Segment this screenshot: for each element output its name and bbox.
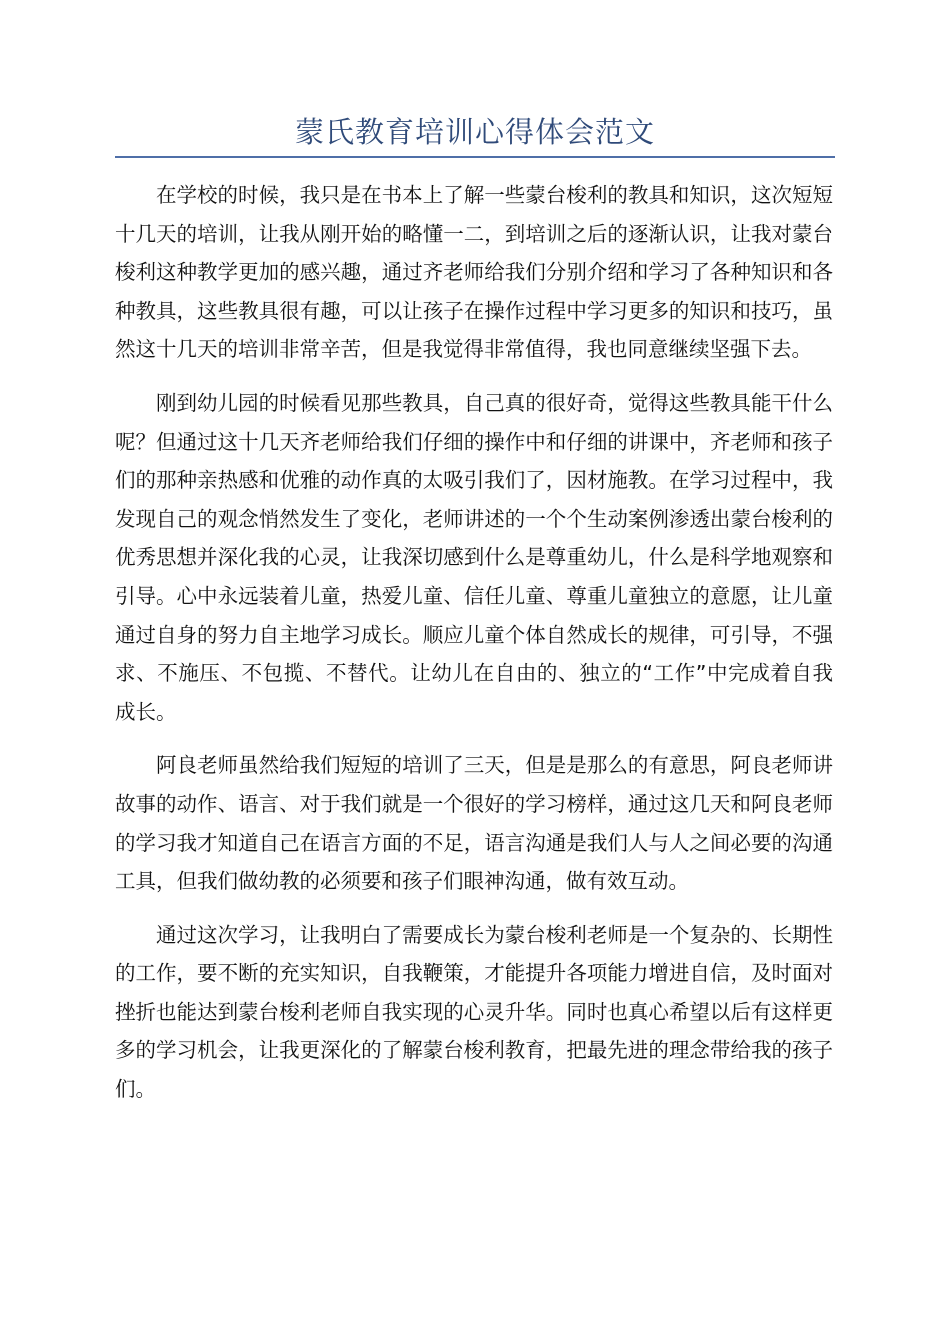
title-block — [115, 112, 835, 158]
paragraph-2: 刚到幼儿园的时候看见那些教具，自己真的很好奇，觉得这些教具能干什么呢？但通过这十几天齐老师给我们仔细的操作中和仔细的讲课中，齐老师和孩子们的那种亲热感和优雅的动作真的太吸引我们了，因材施教。在学习过程中，我发现自己的观念悄然发生了变化，老师讲述的一个个生动案例渗透出蒙台梭利的优秀思想并深化我的心灵，让我深切感到什么是尊重幼儿，什么是科学地观察和引导。心中永远装着儿童，热爱儿童、信任儿童、尊重儿童独立的意愿，让儿童通过自身的努力自主地学习成长。顺应儿童个体自然成长的规律，可引导，不强求、不施压、不包揽、不替代。让幼儿在自由的、独立的“工作”中完成着自我成长。 — [115, 390, 833, 724]
paragraph-1: 在学校的时候，我只是在书本上了解一些蒙台梭利的教具和知识，这次短短十几天的培训，让我从刚开始的略懂一二，到培训之后的逐渐认识，让我对蒙台梭利这种教学更加的感兴趣，通过齐老师给我们分别介绍和学习了各种知识和各种教具，这些教具很有趣，可以让孩子在操作过程中学习更多的知识和技巧，虽然这十几天的培训非常辛苦，但是我觉得非常值得，我也同意继续坚强下去。 — [115, 183, 833, 362]
document-body — [115, 176, 833, 1124]
document-title: 蒙氏教育培训心得体会范文 — [294, 115, 655, 149]
paragraph-3: 阿良老师虽然给我们短短的培训了三天，但是是那么的有意思，阿良老师讲故事的动作、语言、对于我们就是一个很好的学习榜样，通过这几天和阿良老师的学习我才知道自己在语言方面的不足，语言沟通是我们人与人之间必要的沟通工具，但我们做幼教的必须要和孩子们眼神沟通，做有效互动。 — [115, 753, 833, 894]
paragraph-4: 通过这次学习，让我明白了需要成长为蒙台梭利老师是一个复杂的、长期性的工作，要不断的充实知识，自我鞭策，才能提升各项能力增进自信，及时面对挫折也能达到蒙台梭利老师自我实现的心灵升华。同时也真心希望以后有这样更多的学习机会，让我更深化的了解蒙台梭利教育，把最先进的理念带给我的孩子们。 — [115, 922, 833, 1102]
